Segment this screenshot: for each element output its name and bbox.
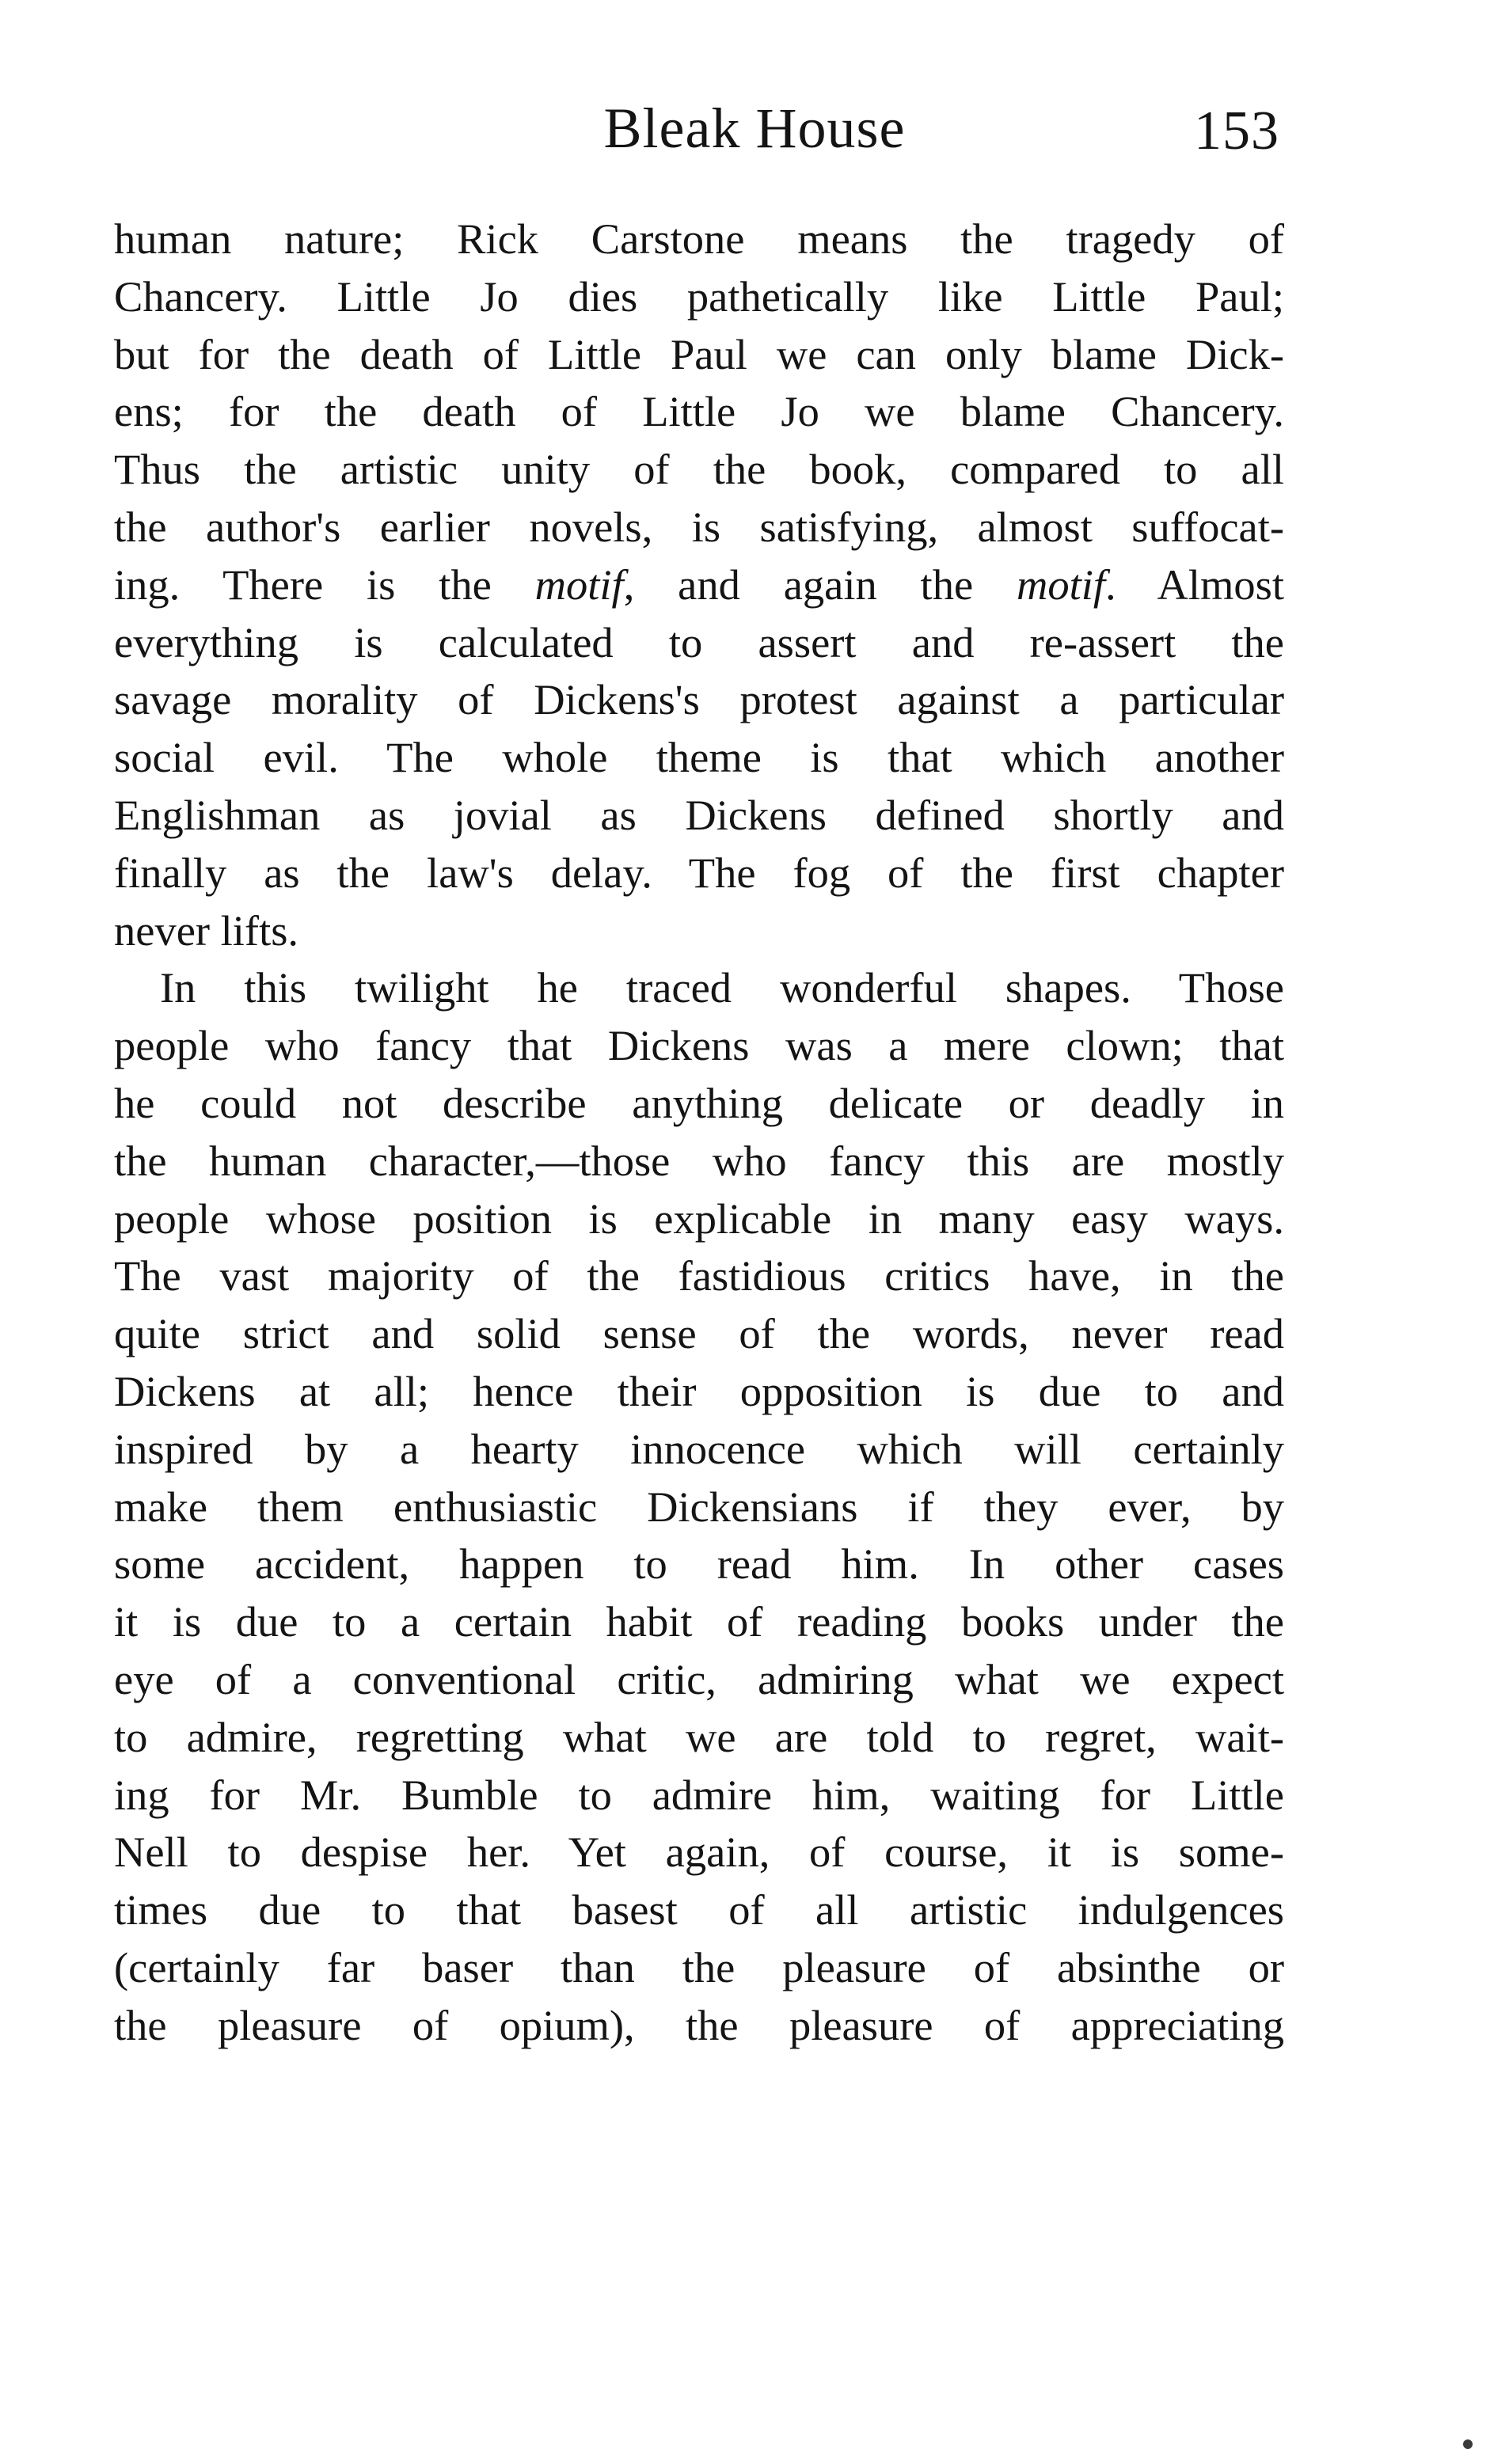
text-line: Dickens at all; hence their opposition is due to and: [114, 1366, 1284, 1415]
text-line: ing for Mr. Bumble to admire him, waiting for Little: [114, 1770, 1284, 1819]
text-line: but for the death of Little Paul we can only blame Dick-: [114, 329, 1284, 378]
text-line: human nature; Rick Carstone means the tragedy of: [114, 215, 1284, 263]
text-line: never lifts.: [114, 905, 299, 955]
text-line: make them enthusiastic Dickensians if they ever, by: [114, 1482, 1284, 1531]
text-line: it is due to a certain habit of reading books under the: [114, 1597, 1284, 1646]
text-line: people whose position is explicable in many easy ways.: [114, 1194, 1284, 1243]
page-number: 153: [1194, 101, 1279, 161]
text-line: to admire, regretting what we are told to regret, wait-: [114, 1712, 1284, 1761]
text-line: social evil. The whole theme is that which another: [114, 733, 1284, 782]
text-line: inspired by a hearty innocence which will certainly: [114, 1424, 1284, 1473]
text-line: (certainly far baser than the pleasure of absinthe or: [114, 1942, 1284, 1991]
text-line: finally as the law's delay. The fog of the first chapter: [114, 848, 1284, 897]
text-line: Nell to despise her. Yet again, of course, it is some-: [114, 1828, 1284, 1877]
text-line: The vast majority of the fastidious critics have, in the: [114, 1251, 1284, 1300]
paragraph: [114, 959, 1284, 2054]
running-header-title: Bleak House: [603, 97, 906, 160]
text-line: In this twilight he traced wonderful shapes. Those: [160, 963, 1284, 1012]
text-line: times due to that basest of all artistic indulgences: [114, 1885, 1284, 1934]
text-line: savage morality of Dickens's protest against a particular: [114, 675, 1284, 724]
text-line: people who fancy that Dickens was a mere clown; that: [114, 1021, 1284, 1070]
text-line: ens; for the death of Little Jo we blame Chancery.: [114, 387, 1284, 436]
paragraph: [114, 211, 1284, 959]
text-line: Chancery. Little Jo dies pathetically like Little Paul;: [114, 271, 1284, 321]
text-line: the author's earlier novels, is satisfying, almost suffocat-: [114, 502, 1284, 551]
text-line: the pleasure of opium), the pleasure of appreciating: [114, 2000, 1284, 2049]
text-line: Englishman as jovial as Dickens defined shortly and: [114, 790, 1284, 839]
text-line: some accident, happen to read him. In other cases: [114, 1540, 1284, 1589]
text-line: everything is calculated to assert and re-assert the: [114, 617, 1284, 666]
text-line: the human character,—those who fancy this are mostly: [114, 1136, 1284, 1185]
text-line: he could not describe anything delicate or deadly in: [114, 1078, 1284, 1127]
text-line: ing. There is the motif, and again the motif. Almost: [114, 560, 1284, 609]
ink-smudge: [1463, 2439, 1473, 2449]
text-line: Thus the artistic unity of the book, compared to all: [114, 445, 1284, 494]
body-text: [114, 211, 1284, 2055]
text-line: quite strict and solid sense of the words, never read: [114, 1309, 1284, 1358]
text-line: eye of a conventional critic, admiring what we expect: [114, 1654, 1284, 1703]
